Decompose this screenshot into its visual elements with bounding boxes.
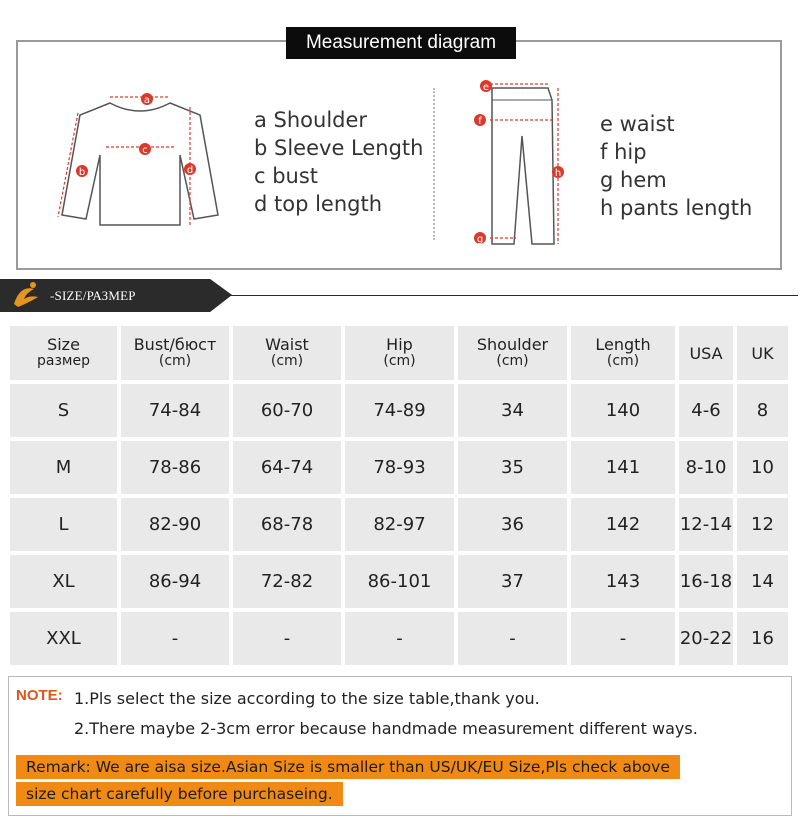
cell-length: 143	[571, 555, 675, 608]
header-size-label: Size	[47, 335, 80, 354]
marker-c	[139, 143, 151, 156]
header-uk	[737, 326, 788, 380]
size-table	[6, 322, 792, 669]
legend-shoulder: a Shoulder	[254, 108, 368, 132]
header-shoulder-label: Shoulder	[476, 335, 549, 354]
header-waist-label: Waist	[265, 335, 309, 354]
cell-uk: 12	[737, 498, 788, 551]
cell-hip: 82-97	[345, 498, 454, 551]
cell-bust: 78-86	[121, 441, 229, 494]
cell-bust: 82-90	[121, 498, 229, 551]
note-label: NOTE:	[16, 687, 63, 704]
cell-waist: 68-78	[233, 498, 341, 551]
cell-uk: 8	[737, 384, 788, 437]
cell-usa: 12-14	[679, 498, 733, 551]
cell-bust: -	[121, 612, 229, 665]
header-waist	[233, 326, 341, 380]
cell-hip: 78-93	[345, 441, 454, 494]
marker-d-label: d	[186, 165, 194, 176]
cell-hip: -	[345, 612, 454, 665]
cell-size: XXL	[10, 612, 117, 665]
legend-waist: e waist	[600, 112, 675, 136]
legend-pants-length: h pants length	[600, 196, 753, 220]
table-header-row	[10, 326, 788, 380]
marker-c-label: c	[142, 145, 148, 156]
header-bust-unit: (cm)	[158, 353, 192, 369]
header-hip-unit: (cm)	[383, 353, 416, 369]
cell-length: 141	[571, 441, 675, 494]
cell-bust: 74-84	[121, 384, 229, 437]
marker-d	[184, 163, 196, 176]
table-row	[10, 441, 788, 494]
cell-size: S	[10, 384, 117, 437]
cell-bust: 86-94	[121, 555, 229, 608]
cell-length: -	[571, 612, 675, 665]
legend-bust: c bust	[254, 164, 319, 188]
top-legend	[254, 106, 423, 218]
header-length-unit: (cm)	[606, 353, 640, 369]
marker-e-label: e	[482, 82, 490, 93]
cell-usa: 4-6	[679, 384, 733, 437]
remark-line-1: Remark: We are aisa size.Asian Size is smaller than US/UK/EU Size,Pls check above	[16, 755, 680, 779]
table-row	[10, 498, 788, 551]
cell-usa: 16-18	[679, 555, 733, 608]
header-shoulder-unit: (cm)	[496, 353, 529, 369]
diagram-title: Measurement diagram	[286, 27, 516, 59]
cell-shoulder: -	[458, 612, 567, 665]
diagram-divider	[433, 88, 435, 240]
header-size-unit: размер	[37, 353, 90, 369]
top-garment-illustration	[50, 85, 230, 235]
table-row	[10, 555, 788, 608]
cell-usa: 20-22	[679, 612, 733, 665]
legend-hip: f hip	[600, 140, 647, 164]
marker-f	[474, 114, 486, 127]
marker-b	[76, 165, 88, 178]
cell-size: L	[10, 498, 117, 551]
header-usa	[679, 326, 733, 380]
cell-waist: -	[233, 612, 341, 665]
cell-shoulder: 35	[458, 441, 567, 494]
header-waist-unit: (cm)	[270, 353, 304, 369]
header-shoulder	[458, 326, 567, 380]
legend-sleeve-length: b Sleeve Length	[254, 136, 424, 160]
cell-uk: 14	[737, 555, 788, 608]
remark-line-2: size chart carefully before purchaseing.	[16, 782, 343, 806]
cell-uk: 16	[737, 612, 788, 665]
cell-size: XL	[10, 555, 117, 608]
legend-top-length: d top length	[254, 192, 383, 216]
cell-size: M	[10, 441, 117, 494]
cell-uk: 10	[737, 441, 788, 494]
header-usa-label: USA	[689, 343, 723, 363]
marker-b-label: b	[78, 167, 86, 178]
size-banner-text: -SIZE/РАЗМЕР	[50, 288, 136, 303]
header-hip	[345, 326, 454, 380]
cell-length: 140	[571, 384, 675, 437]
header-length-label: Length	[595, 335, 651, 354]
header-length	[571, 326, 675, 380]
marker-g-label: g	[476, 234, 484, 245]
cell-waist: 64-74	[233, 441, 341, 494]
cell-shoulder: 36	[458, 498, 567, 551]
pants-illustration	[462, 76, 582, 248]
bottom-legend	[600, 110, 752, 222]
header-bust	[121, 326, 229, 380]
header-uk-label: UK	[751, 343, 774, 363]
cell-length: 142	[571, 498, 675, 551]
marker-h-label: h	[554, 168, 562, 179]
cell-usa: 8-10	[679, 441, 733, 494]
cell-waist: 60-70	[233, 384, 341, 437]
table-row	[10, 384, 788, 437]
header-hip-label: Hip	[386, 335, 413, 354]
cell-hip: 74-89	[345, 384, 454, 437]
cell-waist: 72-82	[233, 555, 341, 608]
note-line-2: 2.There maybe 2-3cm error because handmade measurement different ways.	[74, 719, 698, 738]
marker-a-label: a	[143, 95, 151, 106]
marker-e	[480, 80, 492, 93]
cell-hip: 86-101	[345, 555, 454, 608]
marker-g	[474, 232, 486, 245]
note-line-1: 1.Pls select the size according to the size table,thank you.	[74, 689, 540, 708]
header-bust-label: Bust/бюст	[133, 335, 217, 354]
cell-shoulder: 37	[458, 555, 567, 608]
cell-shoulder: 34	[458, 384, 567, 437]
marker-f-label: f	[478, 116, 482, 127]
marker-a	[141, 93, 153, 106]
legend-hem: g hem	[600, 168, 667, 192]
table-row	[10, 612, 788, 665]
header-size	[10, 326, 117, 380]
